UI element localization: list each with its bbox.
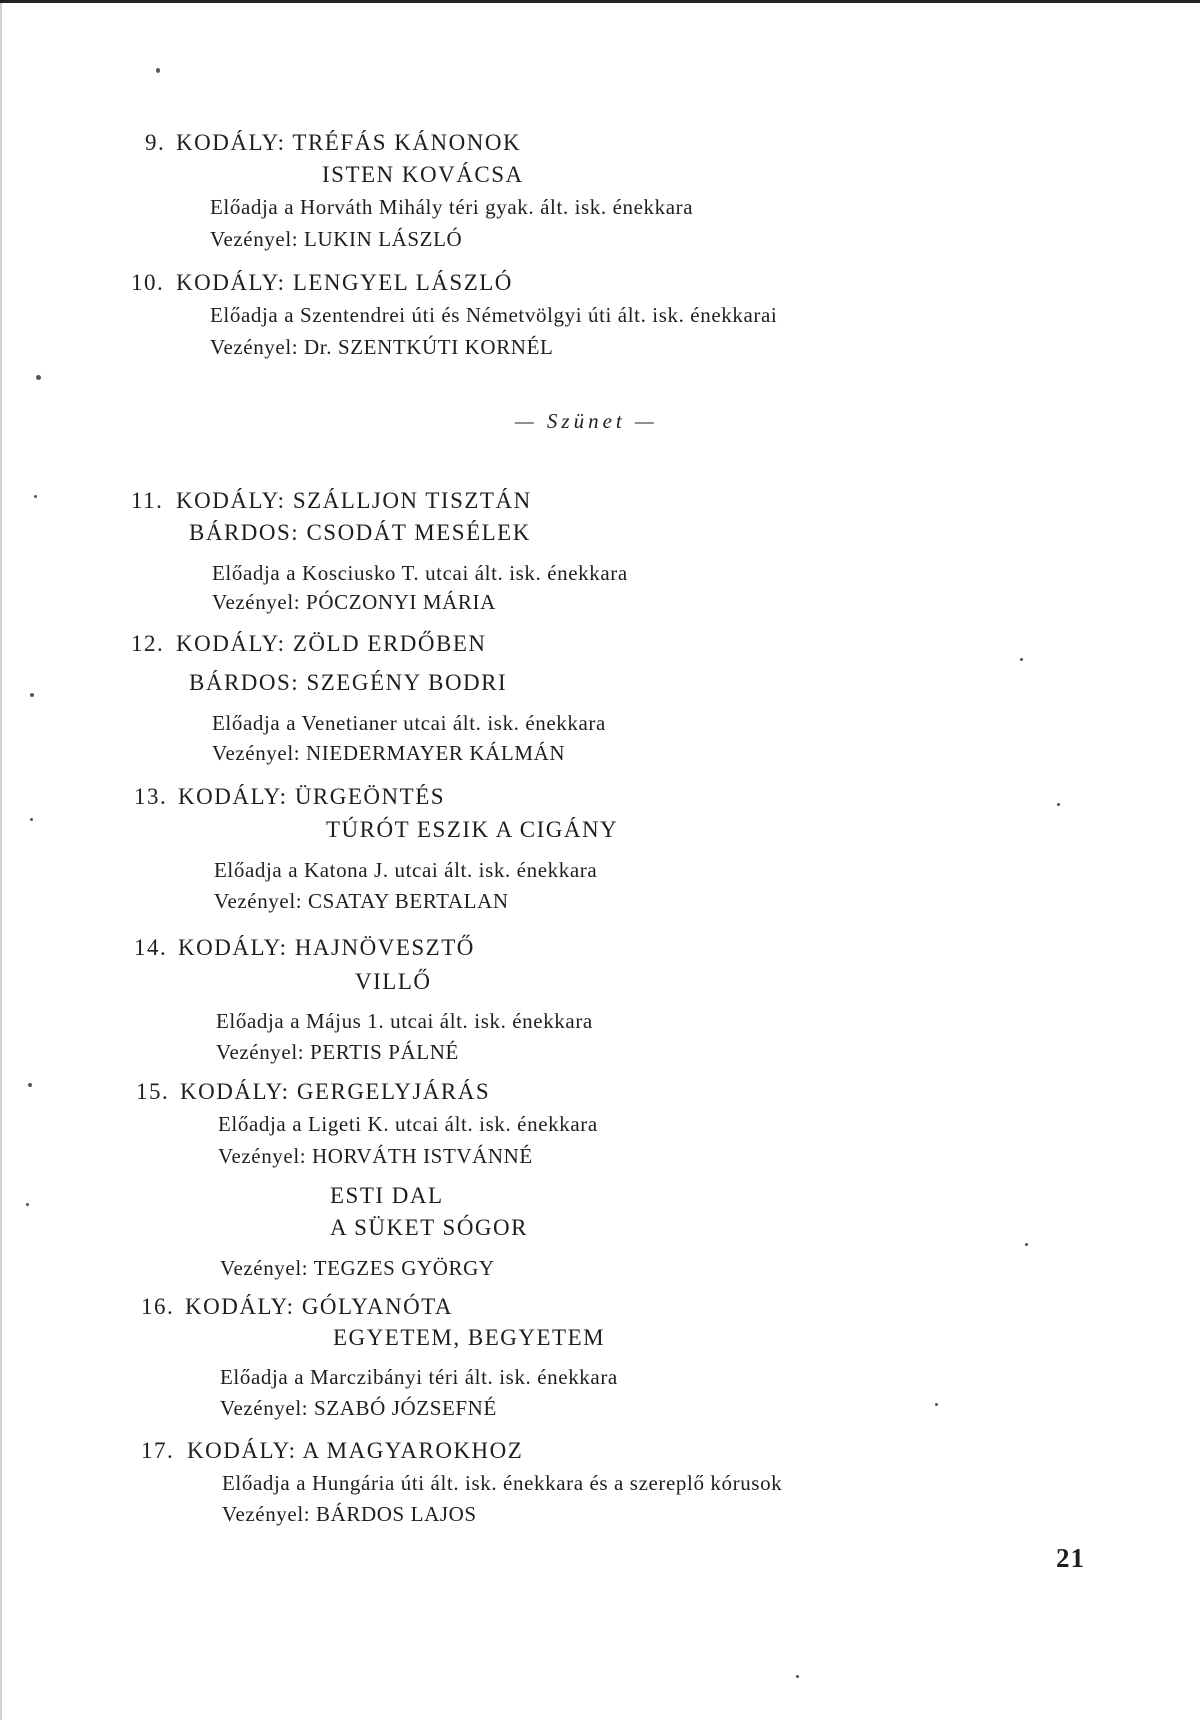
entry-15-extra-title-2: A SÜKET SÓGOR: [330, 1215, 528, 1240]
entry-11-title: KODÁLY: SZÁLLJON TISZTÁN: [176, 488, 532, 513]
entry-14-title-2: VILLŐ: [355, 969, 432, 994]
entry-14-number: 14.: [134, 935, 168, 960]
scan-speck: [36, 375, 41, 380]
entry-15-number: 15.: [136, 1079, 170, 1104]
entry-11-conductor: Vezényel: PÓCZONYI MÁRIA: [212, 590, 496, 614]
entry-17-number: 17.: [141, 1438, 175, 1463]
scan-speck: [30, 818, 33, 821]
entry-16-number: 16.: [141, 1294, 175, 1319]
entry-9-title-2: ISTEN KOVÁCSA: [322, 162, 524, 187]
entry-10-title: KODÁLY: LENGYEL LÁSZLÓ: [176, 270, 513, 295]
entry-14-title: KODÁLY: HAJNÖVESZTŐ: [178, 935, 475, 960]
entry-17-performer: Előadja a Hungária úti ált. isk. énekkara és a szereplő kórusok: [222, 1471, 783, 1495]
entry-11-title-2: BÁRDOS: CSODÁT MESÉLEK: [189, 520, 531, 545]
scan-speck: [34, 495, 37, 498]
entry-9-number: 9.: [145, 130, 166, 155]
entry-10-conductor: Vezényel: Dr. SZENTKÚTI KORNÉL: [210, 335, 554, 359]
page-number: 21: [1056, 1543, 1085, 1573]
entry-15-performer: Előadja a Ligeti K. utcai ált. isk. énekkara: [218, 1112, 598, 1136]
entry-10-number: 10.: [131, 270, 165, 295]
scan-speck: [1057, 803, 1060, 806]
scan-speck: [28, 1083, 32, 1087]
entry-13-conductor: Vezényel: CSATAY BERTALAN: [214, 889, 509, 913]
entry-15-extra-title-1: ESTI DAL: [330, 1183, 444, 1208]
entry-9-title: KODÁLY: TRÉFÁS KÁNONOK: [176, 130, 522, 155]
entry-11-number: 11.: [131, 488, 164, 513]
scan-speck: [26, 1203, 29, 1206]
entry-17-conductor: Vezényel: BÁRDOS LAJOS: [222, 1502, 477, 1526]
intermission-label: — Szünet —: [515, 409, 658, 433]
entry-12-conductor: Vezényel: NIEDERMAYER KÁLMÁN: [212, 741, 566, 765]
entry-11-performer: Előadja a Kosciusko T. utcai ált. isk. énekkara: [212, 561, 628, 585]
scan-speck: [1020, 658, 1023, 661]
entry-10-performer: Előadja a Szentendrei úti és Németvölgyi úti ált. isk. énekkarai: [210, 303, 778, 327]
entry-15-extra-conductor: Vezényel: TEGZES GYÖRGY: [220, 1256, 495, 1280]
entry-12-performer: Előadja a Venetianer utcai ált. isk. énekkara: [212, 711, 606, 735]
entry-16-conductor: Vezényel: SZABÓ JÓZSEFNÉ: [220, 1396, 497, 1420]
page-edge: [0, 3, 2, 1720]
scan-speck: [935, 1403, 938, 1406]
entry-15-conductor: Vezényel: HORVÁTH ISTVÁNNÉ: [218, 1144, 533, 1168]
entry-9-performer: Előadja a Horváth Mihály téri gyak. ált. isk. énekkara: [210, 195, 694, 219]
entry-16-title-2: EGYETEM, BEGYETEM: [333, 1325, 606, 1350]
scan-speck: [1025, 1243, 1028, 1246]
entry-16-title: KODÁLY: GÓLYANÓTA: [185, 1294, 453, 1319]
entry-12-title-2: BÁRDOS: SZEGÉNY BODRI: [189, 670, 508, 695]
entry-14-conductor: Vezényel: PERTIS PÁLNÉ: [216, 1040, 459, 1064]
entry-13-title-2: TÚRÓT ESZIK A CIGÁNY: [326, 817, 619, 842]
entry-14-performer: Előadja a Május 1. utcai ált. isk. énekkara: [216, 1009, 593, 1033]
entry-13-number: 13.: [134, 784, 168, 809]
scan-speck: [156, 68, 160, 73]
entry-13-title: KODÁLY: ÜRGEÖNTÉS: [178, 784, 446, 809]
entry-16-performer: Előadja a Marczibányi téri ált. isk. énekkara: [220, 1365, 618, 1389]
entry-15-title: KODÁLY: GERGELYJÁRÁS: [180, 1079, 491, 1104]
scan-speck: [796, 1675, 799, 1678]
entry-12-title: KODÁLY: ZÖLD ERDŐBEN: [176, 631, 487, 656]
entry-13-performer: Előadja a Katona J. utcai ált. isk. énekkara: [214, 858, 598, 882]
entry-17-title: KODÁLY: A MAGYAROKHOZ: [187, 1438, 524, 1463]
scan-speck: [30, 693, 34, 697]
entry-12-number: 12.: [131, 631, 165, 656]
entry-9-conductor: Vezényel: LUKIN LÁSZLÓ: [210, 227, 463, 251]
